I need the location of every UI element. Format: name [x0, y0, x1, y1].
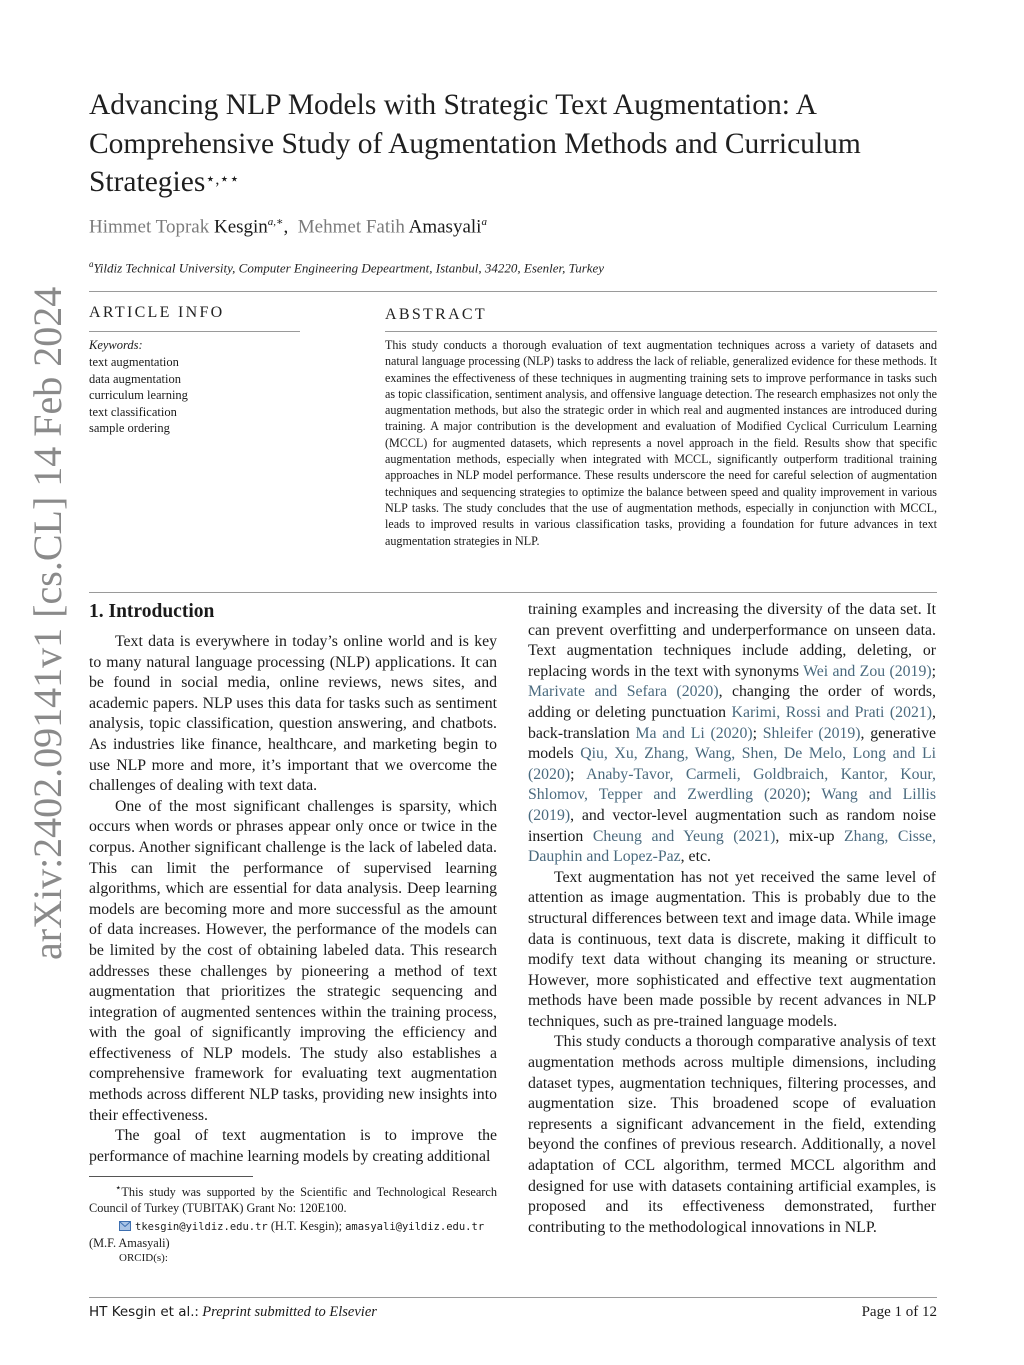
footer-colon: :: [194, 1304, 203, 1320]
abstract-heading: ABSTRACT: [385, 306, 487, 323]
title-footnote-marks: ⋆,⋆⋆: [205, 171, 240, 188]
abstract-body: This study conducts a thorough evaluation of text augmentation techniques across a variety of datasets and natural language processing (NLP) tasks to address the lack of reliable, generalized evidence for these methods. It examines the effectiveness of these techniques in augmenting training sets to improve performance in tasks such as topic classification, sentiment analysis, and offensive language detection. The research emphasizes not only the augmentation methods, but also the strategic order in which real and augmented instances are introduced during training. A major contribution is the development and evaluation of Modified Cyclical Curriculum Learning (MCCL) for augmented datasets, which represents a novel approach in the field. Results show that specific augmentation methods, especially when integrated with MCCL, significantly outperform traditional training approaches in NLP model performance. These results underscore the need for careful selection of augmentation techniques and sequencing strategies to optimize the balance between speed and quality improvement in various NLP tasks. The study concludes that the use of augmentation methods, especially in conjunction with MCCL, leads to improved results in various classification tasks, providing a foundation for future advances in text augmentation strategies in NLP.: [385, 338, 937, 548]
keyword: data augmentation: [89, 371, 181, 386]
affiliation-text: Yildiz Technical University, Computer Engineering Depeartment, Istanbul, 34220, Esenler, Turkey: [93, 260, 605, 276]
paragraph: Text augmentation has not yet received the same level of attention as image augmentation. This is probably due to the structural differences between text and image data. While image data is continuous, text data is discrete, making it difficult to modify text data without changing its meaning or structure. However, more sophisticated and effective text augmentation methods have been made possible by recent advances in NLP techniques, such as pre-trained language models.: [528, 868, 936, 1030]
author-given-name: Mehmet Fatih: [297, 216, 405, 238]
footnote-text: This study was supported by the Scientific and Technological Research Council of Turkey (TUBITAK) Grant No: 120E100.: [89, 1185, 497, 1215]
text-run: training examples and increasing the diversity of the data set. It can prevent overfitting and underperformance on unseen data. Text augmentation techniques include adding, deleting, or replacing words in the text with synonyms: [528, 601, 936, 680]
author-family-name: Kesgin: [213, 216, 268, 238]
title-line: Advancing NLP Models with Strategic Text Augmentation: A: [89, 89, 817, 121]
running-footer: [89, 1304, 377, 1321]
keyword: text augmentation: [89, 355, 179, 369]
right-column: [528, 600, 936, 1238]
section-heading-introduction: 1. Introduction: [89, 601, 215, 622]
citation-link[interactable]: Cheung and Yeung (2021): [592, 827, 776, 845]
paragraph: This study conducts a thorough comparative analysis of text augmentation methods across multiple dimensions, including dataset types, augmentation techniques, filtering processes, and augmentation size. This broadened scope of evaluation represents a significant advancement in the field, extending beyond the confines of previous research. Additionally, a novel adaptation of CCL algorithm, termed MCCL algorithm and designed for use with datasets containing artificial examples, is proposed and its effectiveness demonstrated, further contributing to the methodological innovations in NLP.: [528, 1033, 936, 1236]
footnotes: [89, 1181, 497, 1267]
author-family-name: Amasyali: [408, 216, 482, 238]
title-line: [89, 163, 949, 202]
email-owner: (M.F. Amasyali): [89, 1235, 170, 1250]
footnote-mark: ⋆: [115, 1183, 122, 1194]
footer-divider: [89, 1297, 937, 1298]
citation-link[interactable]: Marivate and Sefara (2020): [528, 683, 719, 701]
email-link[interactable]: amasyali@yildiz.edu.tr: [345, 1221, 485, 1234]
paper-title: [89, 86, 949, 202]
page-number: Page 1 of 12: [861, 1304, 937, 1320]
citation-link[interactable]: Anaby-Tavor, Carmeli, Goldbraich, Kantor, Kour, Shlomov, Tepper and Zwerdling (2020): [528, 765, 936, 804]
author-marks: a: [481, 216, 487, 228]
citation-link[interactable]: Zhang, Cisse, Dauphin and Lopez-Paz: [528, 827, 937, 866]
header-divider: [89, 291, 937, 292]
keyword: curriculum learning: [89, 388, 188, 402]
affiliation-mark: a: [89, 259, 94, 269]
footer-authors: HT Kesgin et al.: [89, 1304, 195, 1320]
arxiv-identifier: arXiv:2402.09141v1 [cs.CL] 14 Feb 2024: [25, 286, 70, 960]
text-run: , changing the order of words, adding or deleting punctuation: [528, 683, 936, 721]
article-info-divider: [89, 331, 300, 332]
paragraph: Text data is everywhere in today’s online world and is key to many natural language processing (NLP) applications. It can be found in social media, online reviews, news sites, and academic papers. NLP uses this data for tasks such as sentiment analysis, topic classification, question answering, and chatbots. As industries like finance, healthcare, and marketing begin to use NLP more and more, it’s important that we overcome the challenges of dealing with text data.: [89, 633, 497, 795]
paragraph: [528, 600, 936, 868]
article-info-heading: ARTICLE INFO: [89, 304, 225, 321]
author-given-name: Himmet Toprak: [89, 216, 210, 238]
author-marks: a,∗: [267, 216, 284, 228]
footnote-divider: [89, 1176, 253, 1177]
citation-link[interactable]: Wang and Lillis (2019): [528, 786, 937, 824]
title-line-text: Strategies: [89, 166, 206, 198]
affiliation: [89, 259, 604, 276]
title-line: Comprehensive Study of Augmentation Methods and Curriculum: [89, 127, 861, 160]
abstract-divider: [385, 331, 937, 332]
citation-link[interactable]: Ma and Li (2020): [635, 724, 753, 742]
citation-link[interactable]: Qiu, Xu, Zhang, Wang, Shen, De Melo, Long and Li (2020): [528, 745, 936, 783]
abstract-bottom-divider: [89, 592, 937, 593]
text-run: ;: [570, 765, 587, 783]
orcid-line: ORCID(s):: [119, 1252, 168, 1265]
envelope-icon: [119, 1221, 131, 1231]
text-run: , mix-up: [775, 827, 845, 845]
text-run: ;: [752, 724, 763, 742]
left-column: [89, 632, 497, 1167]
text-run: , back-translation: [528, 703, 936, 742]
footer-venue: Preprint submitted to Elsevier: [202, 1304, 377, 1320]
text-run: , and vector-level augmentation such as random noise insertion: [528, 806, 936, 845]
citation-link[interactable]: Karimi, Rossi and Prati (2021): [731, 703, 933, 721]
keywords-label: Keywords:: [89, 338, 143, 352]
funding-footnote: [89, 1181, 497, 1216]
text-run: ;: [806, 786, 822, 804]
paragraph: The goal of text augmentation is to improve the performance of machine learning models by creating additional: [89, 1127, 497, 1165]
text-run: ;: [931, 662, 936, 680]
citation-link[interactable]: Shleifer (2019): [762, 724, 861, 742]
citation-link[interactable]: Wei and Zou (2019): [803, 662, 932, 680]
author-list: [89, 215, 487, 238]
email-owner: (H.T. Kesgin);: [267, 1219, 346, 1234]
author-separator: ,: [283, 216, 289, 238]
keyword: sample ordering: [89, 421, 170, 435]
text-run: , generative models: [528, 724, 936, 763]
text-run: , etc.: [680, 848, 711, 866]
paragraph: One of the most significant challenges is sparsity, which occurs when words or phrases appear only once or twice in the corpus. Another significant challenge is the lack of labeled data. This can limit the performance of supervised learning algorithms, which are essential for data analysis. Deep learning models are becoming more and more successful as the amount of data increases. However, the performance of the models can be limited by the cost of obtaining labeled data. This research addresses these challenges by pioneering a method of text augmentation that prioritizes the strategic sequencing and integration of augmented sentences within the training process, with the goal of significantly improving the efficiency and effectiveness of NLP models. The study also establishes a comprehensive framework for evaluating text augmentation methods across different NLP tasks, providing new insights into their effectiveness.: [89, 797, 497, 1124]
email-link[interactable]: tkesgin@yildiz.edu.tr: [135, 1221, 268, 1234]
keyword-list: [89, 354, 188, 437]
contact-footnote: [89, 1219, 497, 1251]
keyword: text classification: [89, 404, 177, 419]
